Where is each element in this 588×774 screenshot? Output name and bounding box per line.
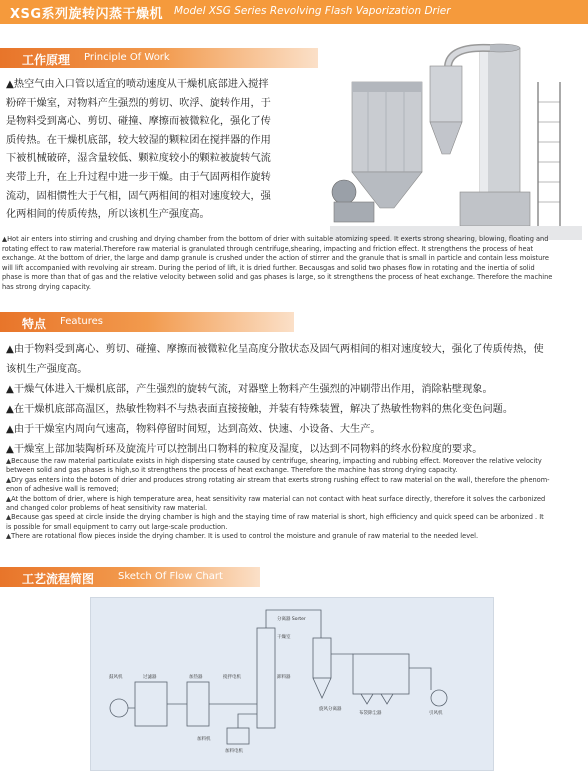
- feature-item: ▲干燥室上部加装陶析环及旋流片可以控制出口物料的粒度及湿度，以达到不同物料的终水份粒度的要求。: [6, 444, 483, 455]
- feature-item: ▲在干燥机底部高温区，热敏性物料不与热表面直接接触，并装有特殊装置，解决了热敏性物料的焦化变色问题。: [6, 404, 514, 415]
- page-title-en: Model XSG Series Revolving Flash Vaporization Drier: [174, 5, 451, 17]
- title-bar: [0, 0, 588, 24]
- text-line: 化两相间的传质传热，所以该机生产强度高。: [6, 209, 210, 221]
- drier-machine-image: [330, 42, 582, 240]
- features-text-cn: [6, 342, 584, 462]
- feature-item: ▲由于干燥室内周向气速高，物料停留时间短，达到高效、快速、小设备、大生产。: [6, 424, 381, 435]
- label-drying-room: 干燥室: [277, 635, 291, 640]
- section-principle-heading: [0, 48, 318, 68]
- label-feeder: 加料机: [197, 737, 211, 742]
- flow-chart-diagram: [90, 597, 494, 771]
- text-line: will lift accompanied with revolving air stream. During the period of lift, it is dried further. Becausgas and solid two phases flow in rotating and the inertia of solid: [2, 263, 535, 272]
- text-line: exchange. At the bottom of drier, the large and damp granule is crushed under the action of stirrer and the granule that is small in particle and contain less moisture: [2, 254, 549, 263]
- feature-item-en: ▲Because gas speed at circle inside the drying chamber is high and the staying time of raw material is short, high efficiency and quick speed can be arbonized . It: [6, 513, 544, 522]
- feature-item-en: ▲Dry gas enters into the botom of drier and produces strong rotating air stream that exerts strong rushing effect to raw material on the wall, therefore the phenom-: [6, 475, 550, 484]
- text-line: ▲Hot air enters into stirring and crushing and drying chamber from the bottom of drier with suitable atomizing speed. It exerts strong shearing, blowing, floating and: [2, 235, 549, 243]
- features-heading-en: Features: [60, 316, 103, 327]
- label-stirrer: 搅拌电机: [223, 675, 241, 680]
- text-line: phase is more than that of gas and the relative velocity between solid and gas phases is large, so it strengthens the process of heat exchange. Therefore the machine: [2, 273, 553, 282]
- feature-item: 该机生产强度高。: [6, 364, 88, 375]
- principle-text-en: [2, 235, 586, 293]
- features-heading-cn: 特点: [22, 317, 47, 331]
- feature-item-en: ▲Because the raw material particulate exists in high dispersing state caused by centrifuge, shearing, impacting and rubbing effect. Moreover the relative velocity: [6, 457, 542, 465]
- label-filter: 过滤器: [143, 675, 157, 680]
- text-line: 是物料受到离心、剪切、碰撞、摩擦而被微粒化，强化了传: [6, 116, 271, 128]
- flow-heading-cn: 工艺流程简图: [22, 572, 95, 586]
- label-bag-filter: 布袋除尘器: [359, 711, 382, 716]
- feature-item-en: and changed color problems of heat sensitivity raw material.: [6, 504, 208, 513]
- label-separator: 分离器 Sorter: [277, 617, 306, 622]
- label-blower: 鼓风机: [109, 675, 123, 680]
- flow-chart-svg: [91, 598, 493, 770]
- section-flow-heading: [0, 567, 260, 587]
- text-line: ▲热空气由入口管以适宜的喷动速度从干燥机底部进入搅拌: [6, 79, 269, 90]
- text-line: 夹带上升，在上升过程中进一步干燥。由于气固两相作旋转: [6, 171, 271, 183]
- label-discharger: 卸料器: [277, 675, 291, 680]
- principle-text-cn: [6, 76, 326, 225]
- feature-item: ▲由于物料受到离心、剪切、碰撞、摩擦而被微粒化呈高度分散状态及固气两相间的相对速度较大，强化了传质传热，使: [6, 344, 544, 355]
- feature-item: ▲干燥气体进入干燥机底部，产生强烈的旋转气流，对器壁上物料产生强烈的冲刷带出作用，消除粘壁现象。: [6, 384, 493, 395]
- principle-heading-cn: 工作原理: [22, 53, 71, 67]
- feature-item-en: is possible for small equipment to carry out large-scale production.: [6, 522, 228, 531]
- feature-item-en: between solid and gas phases is high,so it strengthens the process of heat exchange. Therefore the machine has strong drying capacity.: [6, 466, 458, 475]
- text-line: 粉碎干燥室，对物料产生强烈的剪切、吹浮、旋转作用，于: [6, 97, 271, 109]
- feature-item-en: ▲There are rotational flow pieces inside the drying chamber. It is used to control the moisture and granule of raw material to the needed level.: [6, 532, 479, 541]
- text-line: 下被机械破碎，湿含量较低、颗粒度较小的颗粒被旋转气流: [6, 153, 271, 165]
- label-feeding-motor: 加料电机: [225, 749, 243, 754]
- text-line: 流动，固相惯性大于气相，固气两相间的相对速度较大，强: [6, 190, 271, 202]
- page-title-cn: XSG系列旋转闪蒸干燥机: [10, 7, 164, 22]
- principle-heading-en: Principle Of Work: [84, 52, 170, 63]
- feature-item-en: ▲At the bottom of drier, where is high temperature area, heat sensitivity raw material can not contact with heat surface directly, therefore it solves the carbonized: [6, 494, 546, 503]
- text-line: rotating effect to raw material.Therefore raw material is granulated through centrifuge,shearing, impacting and friction effect. It strengthens the process of heat: [2, 244, 534, 253]
- section-features-heading: [0, 312, 294, 332]
- label-cyclone: 旋风分离器: [319, 707, 342, 712]
- feature-item-en: enon of adhesive wall is removed;: [6, 485, 119, 494]
- text-line: has strong drying capacity.: [2, 282, 91, 291]
- label-fan: 引风机: [429, 711, 443, 716]
- features-text-en: [6, 457, 584, 542]
- text-line: 质传热。在干燥机底部，较大较湿的颗粒团在搅拌器的作用: [6, 134, 271, 146]
- label-heater: 加热器: [189, 675, 203, 680]
- flow-heading-en: Sketch Of Flow Chart: [118, 571, 223, 582]
